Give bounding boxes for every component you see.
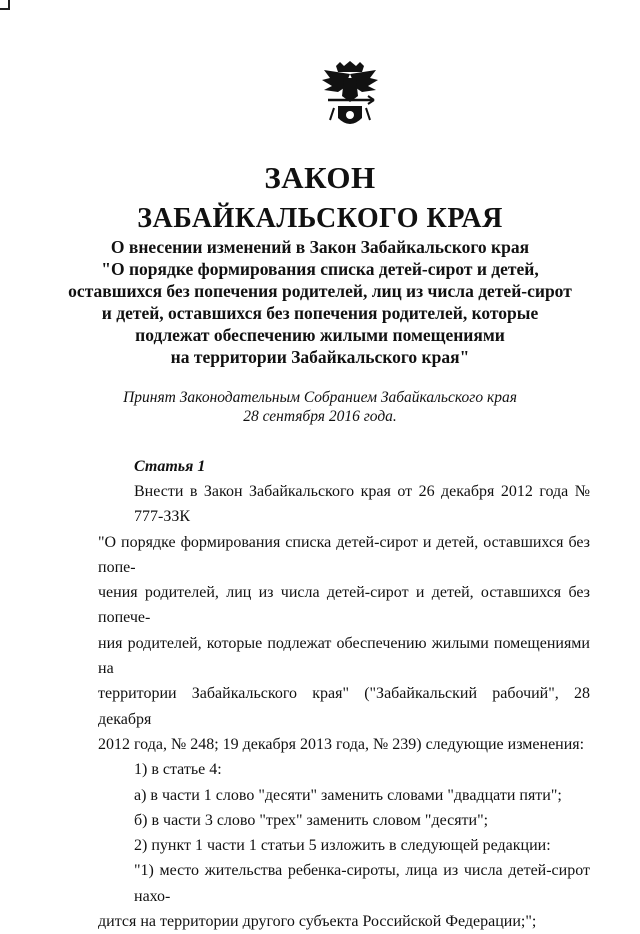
law-name-line: подлежат обеспечению жилыми помещениями	[135, 325, 505, 345]
scan-corner-mark	[0, 0, 10, 10]
coat-of-arms-icon	[314, 60, 386, 132]
paragraph-line: Внести в Закон Забайкальского края от 26 декабря 2012 года № 777-ЗЗК	[134, 483, 590, 526]
law-name-line: О внесении изменений в Закон Забайкальского края	[110, 237, 530, 257]
paragraph-line: территории Забайкальского края" ("Забайкальский рабочий", 28 декабря	[98, 685, 590, 728]
law-name-line: оставшихся без попечения родителей, лиц из числа детей-сирот	[68, 281, 572, 301]
list-item: 1) в статье 4:	[134, 761, 222, 779]
law-title: ЗАКОН	[264, 160, 376, 195]
list-item: 2) пункт 1 части 1 статьи 5 изложить в следующей редакции:	[134, 837, 551, 855]
paragraph-line: чения родителей, лиц из числа детей-сирот и детей, оставшихся без попече-	[98, 584, 590, 627]
law-name	[60, 236, 580, 368]
article-heading: Статья 1	[134, 458, 206, 475]
law-title-block	[0, 158, 640, 240]
paragraph-line: "1) место жительства ребенка-сироты, лица из числа детей-сирот нахо-	[134, 862, 590, 905]
paragraph-line: "О порядке формирования списка детей-сирот и детей, оставшихся без попе-	[98, 533, 590, 576]
adoption-date: 28 сентября 2016 года.	[243, 408, 397, 425]
adoption-note-line: Принят Законодательным Собранием Забайкальского края	[123, 389, 517, 406]
article-body	[98, 479, 590, 934]
paragraph-line: дится на территории другого субъекта Российской Федерации;";	[98, 913, 537, 931]
paragraph-line: ния родителей, которые подлежат обеспечению жилыми помещениями на	[98, 634, 590, 678]
law-name-line: на территории Забайкальского края"	[170, 347, 470, 367]
paragraph-line: 2012 года, № 248; 19 декабря 2013 года, № 239) следующие изменения:	[98, 735, 585, 753]
list-item: а) в части 1 слово "десяти" заменить словами "двадцати пяти";	[134, 786, 562, 804]
law-name-line: и детей, оставшихся без попечения родителей, которые	[101, 303, 539, 323]
adoption-note	[60, 388, 580, 426]
list-item: б) в части 3 слово "трех" заменить словом "десяти";	[134, 811, 489, 829]
law-region-title: ЗАБАЙКАЛЬСКОГО КРАЯ	[137, 203, 503, 234]
law-name-line: "О порядке формирования списка детей-сирот и детей,	[101, 259, 539, 279]
